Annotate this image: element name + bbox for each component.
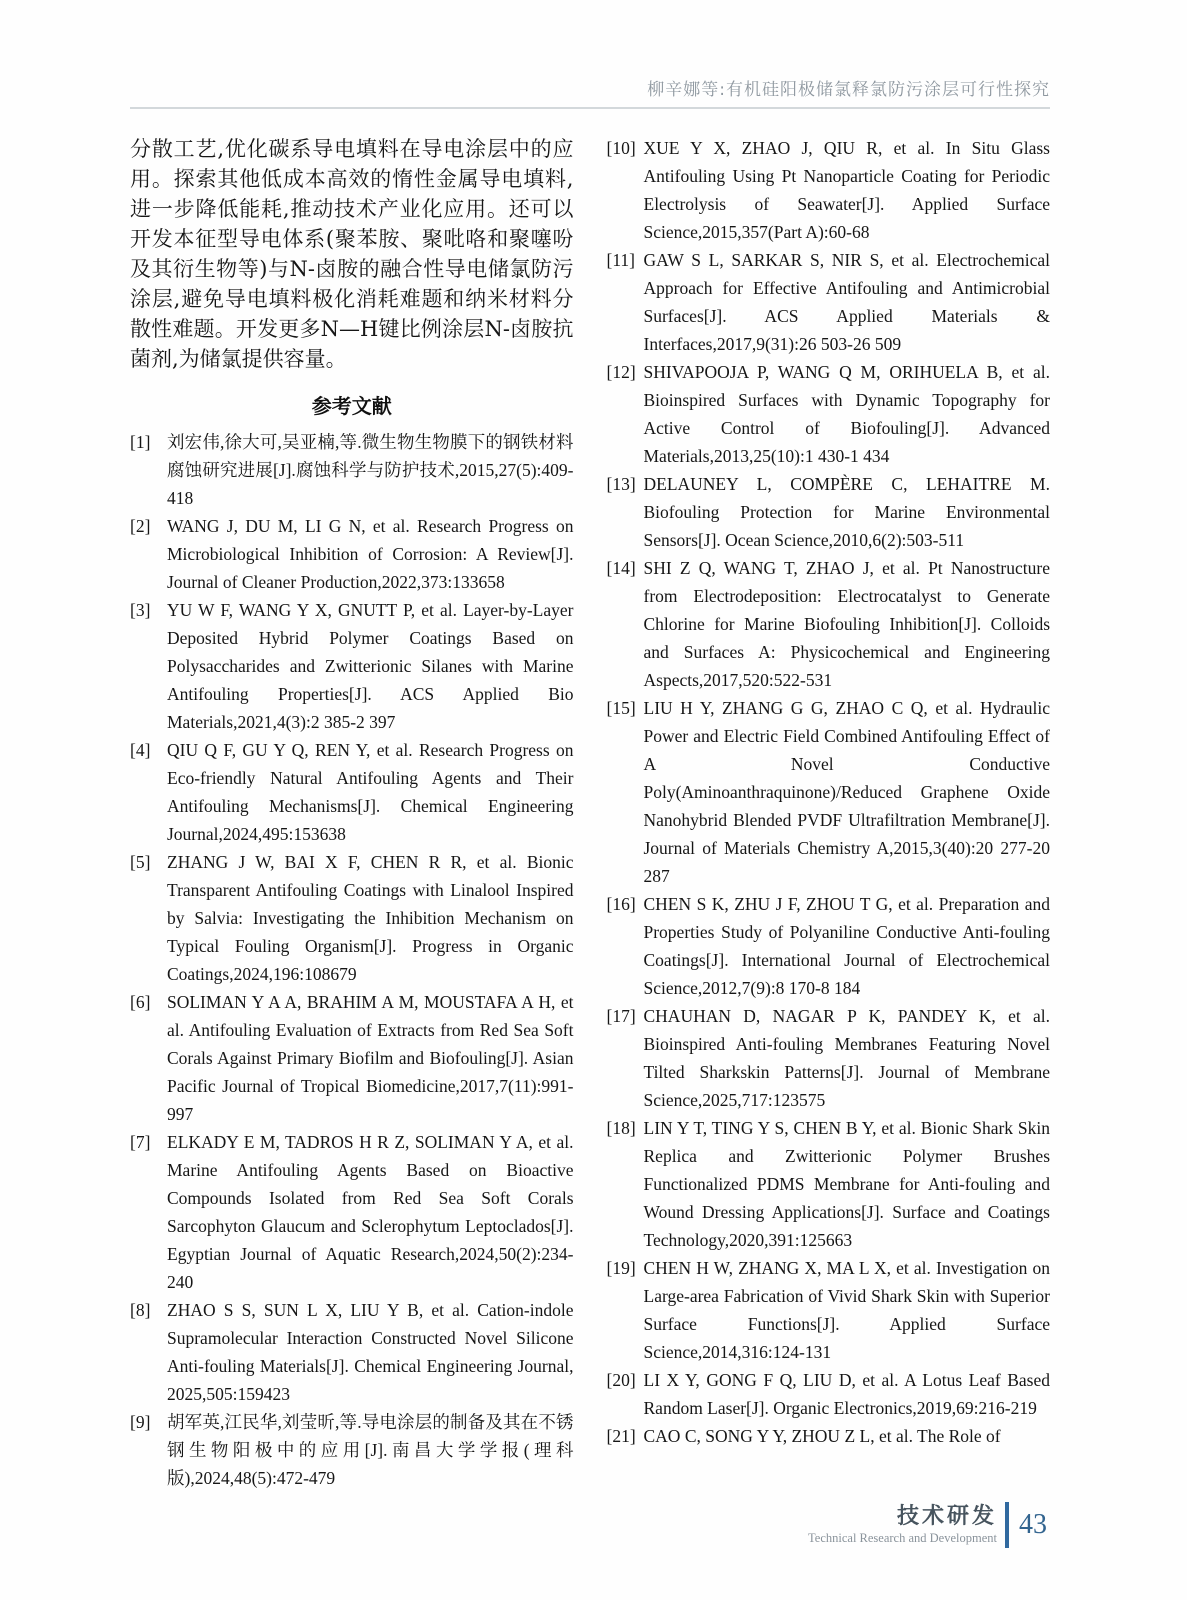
footer-section-title-cn: 技术研发 xyxy=(896,1503,997,1529)
reference-item xyxy=(607,134,1051,246)
reference-text: CHEN S K, ZHU J F, ZHOU T G, et al. Preparation and Properties Study of Polyaniline Conductive Anti-fouling Coatings[J]. International Journal of Electrochemical Science,2012,7(9):8 170-8 184 xyxy=(643,894,1050,998)
reference-text: SOLIMAN Y A A, BRAHIM A M, MOUSTAFA A H, et al. Antifouling Evaluation of Extracts from Red Sea Soft Corals Against Primary Biofilm and Biofouling[J]. Asian Pacific Journal of Tropical Biomedicine,2017,7(11):991-997 xyxy=(167,992,574,1124)
page-header xyxy=(130,80,1050,109)
reference-text: ELKADY E M, TADROS H R Z, SOLIMAN Y A, et al. Marine Antifouling Agents Based on Bioactive Compounds Isolated from Red Sea Soft Corals Sarcophyton Glaucum and Sclerophytum Leptoclados[J]. Egyptian Journal of Aquatic Research,2024,50(2):234-240 xyxy=(167,1132,574,1292)
reference-number: [14] xyxy=(606,558,636,578)
running-title: 柳辛娜等:有机硅阳极储氯释氯防污涂层可行性探究 xyxy=(647,80,1050,100)
reference-list-right xyxy=(607,134,1051,1450)
intro-paragraph: 分散工艺,优化碳系导电填料在导电涂层中的应用。探索其他低成本高效的惰性金属导电填料,进一步降低能耗,推动技术产业化应用。还可以开发本征型导电体系(聚苯胺、聚吡咯和聚噻吩及其衍生物等)与N-卤胺的融合性导电储氯防污涂层,避免导电填料极化消耗难题和纳米材料分散性难题。开发更多N—H键比例涂层N-卤胺抗菌剂,为储氯提供容量。 xyxy=(130,137,574,371)
reference-item xyxy=(607,246,1051,358)
reference-text: ZHANG J W, BAI X F, CHEN R R, et al. Bionic Transparent Antifouling Coatings with Linalool Inspired by Salvia: Investigating the Inhibition Mechanism on Typical Fouling Organism[J]. Progress in Organic Coatings,2024,196:108679 xyxy=(167,852,574,984)
left-column xyxy=(130,134,574,1492)
reference-text: GAW S L, SARKAR S, NIR S, et al. Electrochemical Approach for Effective Antifouling and Antimicrobial Surfaces[J]. ACS Applied Materials & Interfaces,2017,9(31):26 503-26 509 xyxy=(643,250,1050,354)
reference-number: [16] xyxy=(606,894,636,914)
reference-item xyxy=(607,890,1051,1002)
reference-text: LIN Y T, TING Y S, CHEN B Y, et al. Bionic Shark Skin Replica and Zwitterionic Polymer Brushes Functionalized PDMS Membrane for Anti-fouling and Wound Dressing Applications[J]. Surface and Coatings Technology,2020,391:125663 xyxy=(643,1118,1050,1250)
reference-item xyxy=(607,358,1051,470)
reference-item xyxy=(607,1422,1051,1450)
reference-text: LI X Y, GONG F Q, LIU D, et al. A Lotus Leaf Based Random Laser[J]. Organic Electronics,2019,69:216-219 xyxy=(643,1370,1050,1418)
reference-item xyxy=(130,1408,574,1492)
reference-text: YU W F, WANG Y X, GNUTT P, et al. Layer-by-Layer Deposited Hybrid Polymer Coatings Based on Polysaccharides and Zwitterionic Silanes with Marine Antifouling Properties[J]. ACS Applied Bio Materials,2021,4(3):2 385-2 397 xyxy=(167,600,574,732)
reference-text: QIU Q F, GU Y Q, REN Y, et al. Research Progress on Eco-friendly Natural Antifouling Agents and Their Antifouling Mechanisms[J]. Chemical Engineering Journal,2024,495:153638 xyxy=(167,740,574,844)
references-heading: 参考文献 xyxy=(311,394,392,418)
reference-number: [7] xyxy=(130,1132,151,1152)
page-footer xyxy=(808,1502,1047,1548)
reference-number: [21] xyxy=(606,1426,636,1446)
reference-item xyxy=(130,1128,574,1296)
reference-number: [2] xyxy=(130,516,151,536)
reference-number: [11] xyxy=(606,250,636,270)
reference-text: 刘宏伟,徐大可,吴亚楠,等.微生物生物膜下的钢铁材料腐蚀研究进展[J].腐蚀科学与防护技术,2015,27(5):409-418 xyxy=(167,432,574,508)
reference-number: [15] xyxy=(606,698,636,718)
reference-number: [19] xyxy=(606,1258,636,1278)
reference-list-left xyxy=(130,428,574,1492)
reference-number: [10] xyxy=(606,138,636,158)
reference-number: [17] xyxy=(606,1006,636,1026)
reference-item xyxy=(130,988,574,1128)
reference-item xyxy=(130,848,574,988)
reference-item xyxy=(130,428,574,512)
reference-item xyxy=(130,596,574,736)
reference-number: [1] xyxy=(130,432,151,452)
reference-number: [20] xyxy=(606,1370,636,1390)
reference-text: CAO C, SONG Y Y, ZHOU Z L, et al. The Role of xyxy=(643,1426,1001,1446)
reference-text: XUE Y X, ZHAO J, QIU R, et al. In Situ Glass Antifouling Using Pt Nanoparticle Coating for Periodic Electrolysis of Seawater[J]. Applied Surface Science,2015,357(Part A):60-68 xyxy=(643,138,1050,242)
reference-item xyxy=(607,1366,1051,1422)
footer-section-title-en: Technical Research and Development xyxy=(808,1530,997,1545)
page-number: 43 xyxy=(1019,1509,1047,1540)
reference-text: 胡军英,江民华,刘莹昕,等.导电涂层的制备及其在不锈钢生物阳极中的应用[J].南昌大学学报(理科版),2024,48(5):472-479 xyxy=(167,1412,574,1488)
reference-text: ZHAO S S, SUN L X, LIU Y B, et al. Cation-indole Supramolecular Interaction Constructed Novel Silicone Anti-fouling Materials[J]. Chemical Engineering Journal, 2025,505:159423 xyxy=(167,1300,574,1404)
reference-item xyxy=(130,512,574,596)
reference-item xyxy=(130,1296,574,1408)
reference-item xyxy=(607,1002,1051,1114)
reference-item xyxy=(607,1254,1051,1366)
reference-number: [6] xyxy=(130,992,151,1012)
header-rule xyxy=(130,107,1050,109)
reference-item xyxy=(607,470,1051,554)
reference-text: SHIVAPOOJA P, WANG Q M, ORIHUELA B, et al. Bioinspired Surfaces with Dynamic Topography for Active Control of Biofouling[J]. Advanced Materials,2013,25(10):1 430-1 434 xyxy=(643,362,1050,466)
reference-number: [5] xyxy=(130,852,151,872)
reference-number: [9] xyxy=(130,1412,151,1432)
right-column xyxy=(607,134,1051,1492)
reference-text: SHI Z Q, WANG T, ZHAO J, et al. Pt Nanostructure from Electrodeposition: Electrocatalyst to Generate Chlorine for Marine Biofouling Inhibition[J]. Colloids and Surfaces A: Physicochemical and Engineering Aspects,2017,520:522-531 xyxy=(643,558,1050,690)
reference-item xyxy=(607,554,1051,694)
footer-section-labels xyxy=(808,1505,997,1546)
reference-item xyxy=(607,694,1051,890)
reference-number: [13] xyxy=(606,474,636,494)
footer-accent-bar xyxy=(1005,1502,1009,1548)
reference-item xyxy=(607,1114,1051,1254)
reference-text: DELAUNEY L, COMPÈRE C, LEHAITRE M. Biofouling Protection for Marine Environmental Sensors[J]. Ocean Science,2010,6(2):503-511 xyxy=(643,474,1050,550)
reference-text: WANG J, DU M, LI G N, et al. Research Progress on Microbiological Inhibition of Corrosion: A Review[J]. Journal of Cleaner Production,2022,373:133658 xyxy=(167,516,574,592)
reference-text: CHAUHAN D, NAGAR P K, PANDEY K, et al. Bioinspired Anti-fouling Membranes Featuring Novel Tilted Sharkskin Patterns[J]. Journal of Membrane Science,2025,717:123575 xyxy=(643,1006,1050,1110)
reference-item xyxy=(130,736,574,848)
reference-number: [4] xyxy=(130,740,151,760)
reference-number: [18] xyxy=(606,1118,636,1138)
two-column-body xyxy=(130,134,1050,1492)
reference-number: [12] xyxy=(606,362,636,382)
reference-number: [8] xyxy=(130,1300,151,1320)
reference-text: CHEN H W, ZHANG X, MA L X, et al. Investigation on Large-area Fabrication of Vivid Shark Skin with Superior Surface Functions[J]. Applied Surface Science,2014,316:124-131 xyxy=(643,1258,1050,1362)
reference-number: [3] xyxy=(130,600,151,620)
reference-text: LIU H Y, ZHANG G G, ZHAO C Q, et al. Hydraulic Power and Electric Field Combined Antifouling Effect of A Novel Conductive Poly(Aminoanthraquinone)/Reduced Graphene Oxide Nanohybrid Blended PVDF Ultrafiltration Membrane[J]. Journal of Materials Chemistry A,2015,3(40):20 277-20 287 xyxy=(643,698,1050,886)
